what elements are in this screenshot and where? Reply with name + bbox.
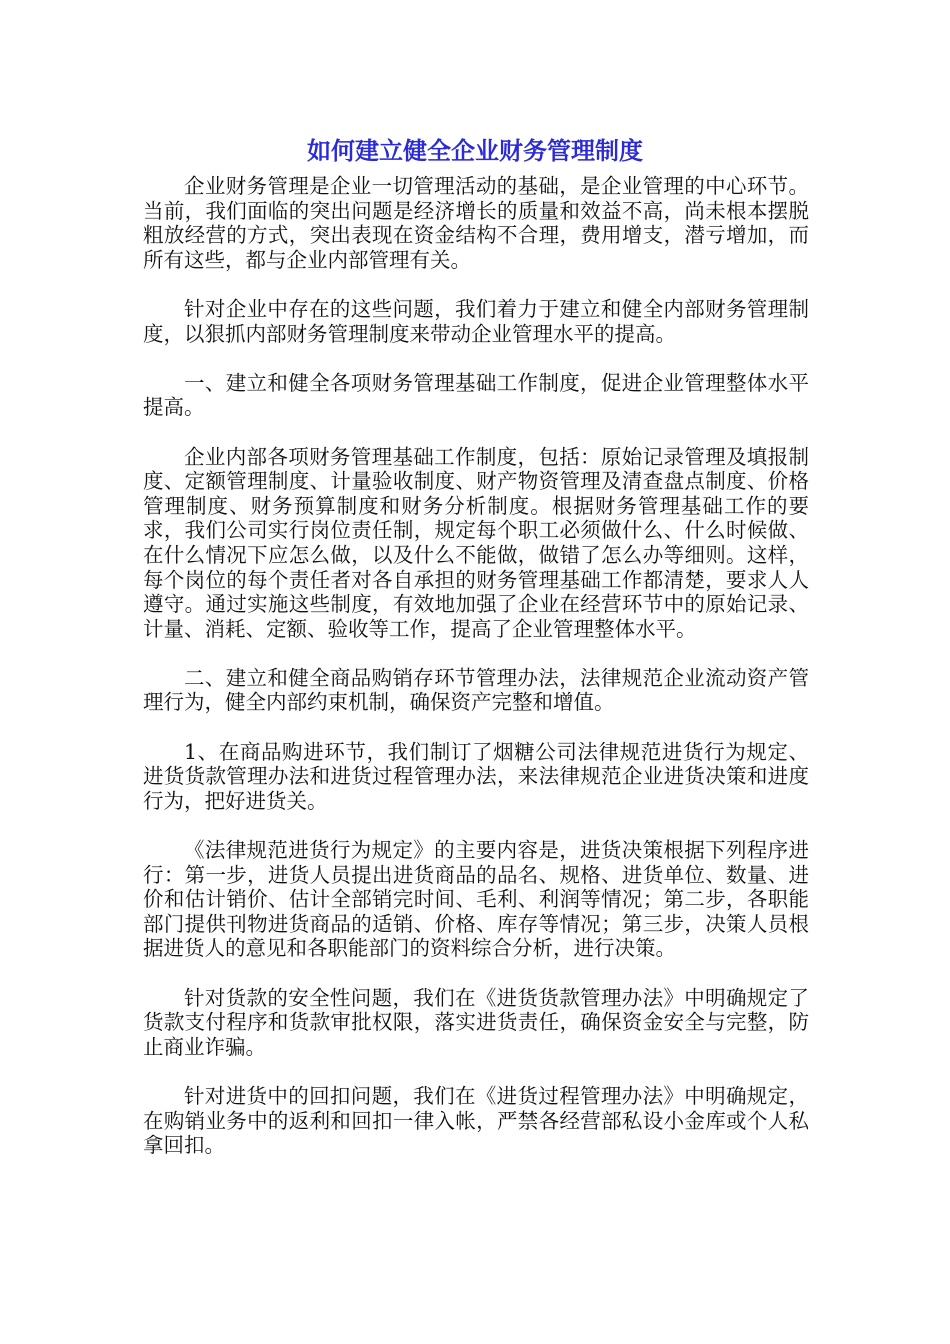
- section-heading-one: 一、建立和健全各项财务管理基础工作制度，促进企业管理整体水平提高。: [143, 370, 809, 420]
- paragraph-intro: 企业财务管理是企业一切管理活动的基础，是企业管理的中心环节。当前，我们面临的突出问题是经济增长的质量和效益不高，尚未根本摆脱粗放经营的方式，突出表现在资金结构不合理，费用增支，潜亏增加，而所有这些，都与企业内部管理有关。: [143, 174, 809, 272]
- paragraph-basic-systems: 企业内部各项财务管理基础工作制度，包括：原始记录管理及填报制度、定额管理制度、计量验收制度、财产物资管理及清查盘点制度、价格管理制度、财务预算制度和财务分析制度。根据财务管理基础工作的要求，我们公司实行岗位责任制，规定每个职工必须做什么、什么时候做、在什么情况下应怎么做，以及什么不能做，做错了怎么办等细则。这样，每个岗位的每个责任者对各自承担的财务管理基础工作都清楚，要求人人遵守。通过实施这些制度，有效地加强了企业在经营环节中的原始记录、计量、消耗、定额、验收等工作，提高了企业管理整体水平。: [143, 444, 809, 641]
- paragraph-purchase-rules: 《法律规范进货行为规定》的主要内容是，进货决策根据下列程序进行：第一步，进货人员提出进货商品的品名、规格、进货单位、数量、进价和估计销价、估计全部销完时间、毛利、利润等情况；第二步，各职能部门提供刊物进货商品的适销、价格、库存等情况；第三步，决策人员根据进货人的意见和各职能部门的资料综合分析，进行决策。: [143, 838, 809, 961]
- section-heading-two: 二、建立和健全商品购销存环节管理办法，法律规范企业流动资产管理行为，健全内部约束机制，确保资产完整和增值。: [143, 665, 809, 715]
- paragraph-rebates: 针对进货中的回扣问题，我们在《进货过程管理办法》中明确规定，在购销业务中的返利和回扣一律入帐，严禁各经营部私设小金库或个人私拿回扣。: [143, 1083, 809, 1158]
- paragraph-approach: 针对企业中存在的这些问题，我们着力于建立和健全内部财务管理制度，以狠抓内部财务管理制度来带动企业管理水平的提高。: [143, 296, 809, 346]
- document-body: [143, 174, 809, 1182]
- document-title: 如何建立健全企业财务管理制度: [307, 137, 643, 165]
- paragraph-payment-safety: 针对货款的安全性问题，我们在《进货货款管理办法》中明确规定了货款支付程序和货款审批权限，落实进货责任，确保资金安全与完整，防止商业诈骗。: [143, 985, 809, 1059]
- paragraph-purchasing: 1、在商品购进环节，我们制订了烟糖公司法律规范进货行为规定、进货货款管理办法和进货过程管理办法，来法律规范企业进货决策和进度行为，把好进货关。: [143, 739, 809, 813]
